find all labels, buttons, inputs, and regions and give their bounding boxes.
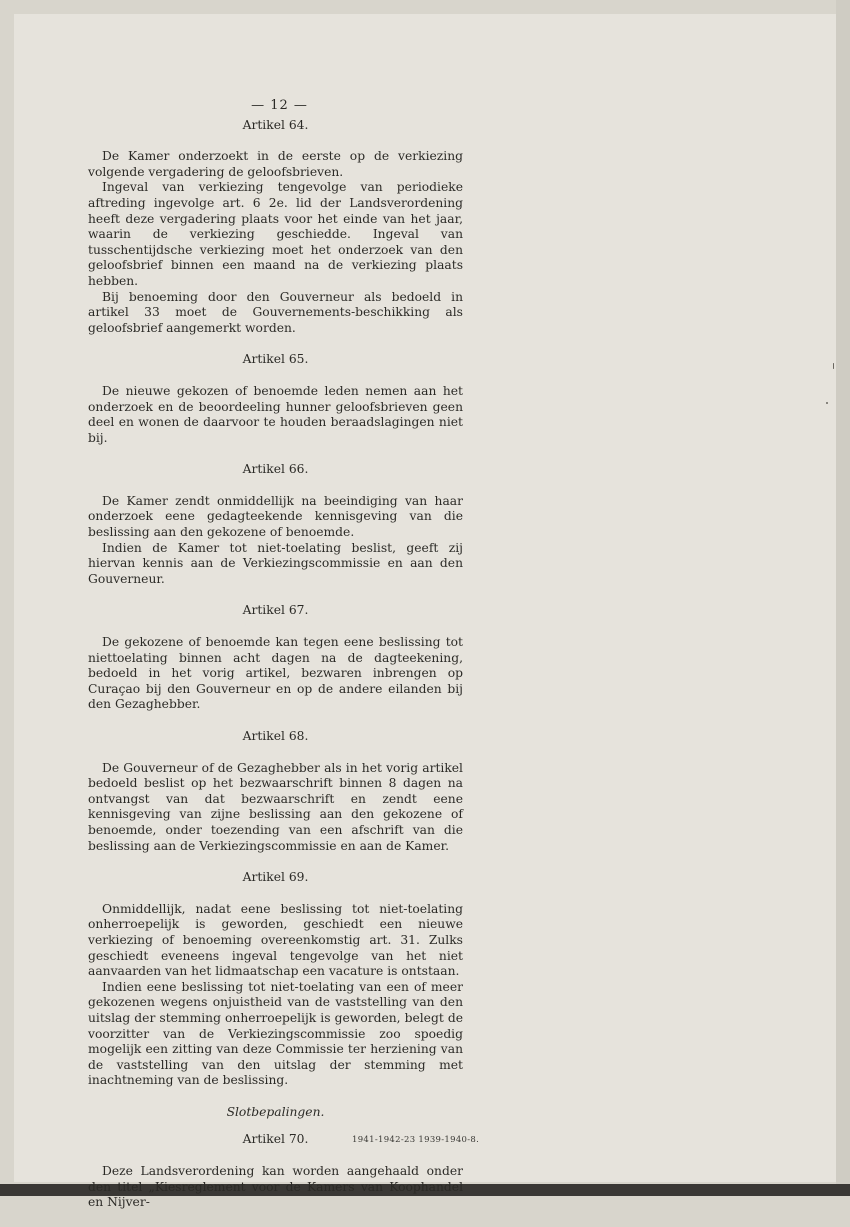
scan-speck — [833, 363, 834, 369]
article-paragraph: De nieuwe gekozen of benoemde leden nemen aan het onderzoek en de beoordeeling hunner geloofsbrieven geen deel en wonen de daarvoor te houden beraadslagingen niet bij. — [88, 383, 463, 445]
slotbepalingen-heading: Slotbepalingen. — [226, 1104, 325, 1119]
article-heading: Artikel 64. — [242, 117, 309, 132]
article-66 — [88, 462, 463, 587]
article-paragraph: De Gouverneur of de Gezaghebber als in het vorig artikel bedoeld beslist op het bezwaarschrift binnen 8 dagen na ontvangst van dat bezwaarschrift en zendt eene kennisgeving van zijne beslissing aan den gekozene of benoemde, onder toezending van een afschrift van die beslissing aan de Verkiezingscommissie en aan de Kamer. — [88, 760, 463, 853]
article-heading: Artikel 69. — [242, 870, 309, 885]
article-paragraph: Bij benoeming door den Gouverneur als bedoeld in artikel 33 moet de Gouvernements-beschikking als geloofsbrief aangemerkt worden. — [88, 289, 463, 335]
article-paragraph: De Kamer onderzoekt in de eerste op de verkiezing volgende vergadering de geloofsbrieven. — [88, 149, 463, 179]
article-heading: Artikel 66. — [242, 462, 309, 477]
document-column — [88, 98, 463, 1227]
article-paragraph: Deze Landsverordening kan worden aangehaald onder den titel „Kiesreglement voor de Kamers van Koophandel en Nijver- — [88, 1164, 463, 1210]
article-65 — [88, 352, 463, 446]
article-paragraph: De Kamer zendt onmiddellijk na beeindiging van haar onderzoek eene gedagteekende kennisgeving van die beslissing aan den gekozene of benoemde. — [88, 493, 463, 540]
article-paragraph: Ingeval van verkiezing tengevolge van periodieke aftreding ingevolge art. 6 2e. lid der Landsverordening heeft deze vergadering plaats voor het einde van het jaar, waarin de verkiezing geschiedde. Ingeval van tusschentijdsche verkiezing moet het onderzoek van den geloofsbrief binnen een maand na de verkiezing plaats hebben. — [88, 180, 463, 288]
scan-speck — [826, 402, 828, 404]
article-paragraph: Indien eene beslissing tot niet-toelating van een of meer gekozenen wegens onjuistheid van de vaststelling van den uitslag der stemming onherroepelijk is geworden, belegt de voorzitter van de Verkiezingscommissie zoo spoedig mogelijk een zitting van deze Commissie ter herziening van de vaststelling van den uitslag der stemming met inachtneming van de beslissing. — [88, 979, 463, 1088]
article-64 — [88, 118, 463, 337]
article-67 — [88, 603, 463, 713]
article-paragraph: Onmiddellijk, nadat eene beslissing tot niet-toelating onherroepelijk is geworden, geschiedt een nieuwe verkiezing of benoeming overeenkomstig art. 31. Zulks geschiedt eveneens ingeval tengevolge van het niet aanvaarden van het lidmaatschap een vacature is ontstaan. — [88, 901, 463, 979]
article-paragraph: Indien de Kamer tot niet-toelating beslist, geeft zij hiervan kennis aan de Verkiezingscommissie en aan den Gouverneur. — [88, 540, 463, 586]
article-68 — [88, 729, 463, 854]
article-paragraph: De gekozene of benoemde kan tegen eene beslissing tot niettoelating binnen acht dagen na de dagteekening, bedoeld in het vorig artikel, bezwaren inbrengen op Curaçao bij den Gouverneur en op de andere eilanden bij den Gezaghebber. — [88, 635, 463, 712]
scan-edge-right — [836, 0, 850, 1196]
article-69 — [88, 870, 463, 1089]
article-heading: Artikel 68. — [242, 729, 309, 743]
print-code-footer: 1941-1942-23 1939-1940-8. — [352, 1135, 480, 1145]
article-heading: Artikel 70. — [242, 1132, 309, 1147]
article-heading: Artikel 65. — [242, 352, 309, 367]
page-number: — 12 — — [251, 98, 308, 113]
article-heading: Artikel 67. — [242, 603, 309, 618]
